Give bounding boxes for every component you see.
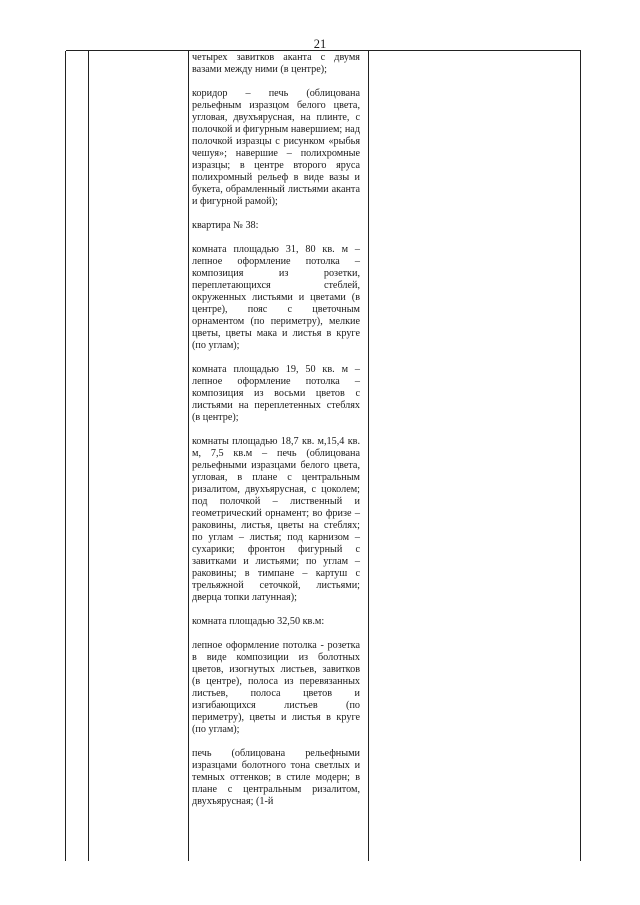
description-paragraph [192, 640, 360, 736]
table-border-left [65, 51, 66, 861]
text-line: навершие – полихромные изразцы; [192, 148, 360, 171]
text-line: композиция из розетки, [192, 268, 360, 279]
text-line: болотных цветов, изогнутых [192, 652, 360, 675]
text-line: стеблях (в центре); [192, 400, 360, 423]
text-line: полоса из перевязанных листьев, [192, 676, 361, 699]
text-line: и букета, обрамленный листьями [192, 172, 360, 195]
text-line: окруженных листьями и цветами [192, 292, 346, 303]
description-paragraph [192, 364, 360, 424]
text-line: лепное оформление потолка – [192, 376, 360, 387]
text-line: с рисунком «рыбья чешуя»; [192, 136, 361, 159]
text-line: полочкой – лиственный и [219, 496, 360, 507]
text-line: лепное оформление потолка – [192, 256, 360, 267]
text-line: угловая, двухъярусная, на плинте, [192, 112, 350, 123]
text-line: лепное оформление потолка - [192, 640, 324, 651]
description-paragraph [192, 748, 360, 808]
text-line: геометрический орнамент; во [192, 508, 323, 519]
text-line: двухъярусная, с цоколем; под [192, 484, 360, 507]
text-line: орнаментом (по периметру), [192, 316, 323, 327]
text-line: по углам – раковины; в тимпане – [192, 556, 361, 579]
table-column-divider-1 [88, 51, 89, 861]
text-line: карнизом – сухарики; фронтон [192, 532, 361, 555]
table-column-divider-3 [368, 51, 369, 861]
text-line: картуш с трельяжной сеточкой, [192, 568, 361, 591]
text-line: навершием; над полочкой изразцы [192, 124, 361, 147]
text-line: фризе – раковины, листья, цветы [192, 508, 361, 531]
text-line: в центре второго яруса [239, 160, 360, 171]
table-border-right [580, 51, 581, 861]
text-line: изразцами болотного тона светлых [192, 760, 350, 771]
text-line: коридор – печь (облицована [192, 88, 360, 99]
text-line: комнаты площадью 18,7 кв. м,15,4 [192, 436, 345, 447]
description-paragraph [192, 436, 360, 604]
description-paragraph [192, 52, 360, 76]
text-line: центральным ризалитом, [192, 472, 361, 495]
text-line: кв. м, 7,5 кв.м – печь (облицована [192, 436, 361, 459]
page-number: 21 [313, 37, 327, 51]
text-line: аканта и фигурной рамой); [192, 184, 361, 207]
table-column-divider-2 [188, 51, 189, 861]
text-line: розетка в виде композиции из [192, 640, 361, 663]
text-line: комната площадью 31, 80 кв. м – [192, 244, 360, 255]
text-line: на стеблях; по углам – листья; под [192, 520, 360, 543]
text-line: (в центре), пояс с цветочным [192, 292, 360, 315]
description-paragraph [192, 220, 360, 232]
text-line: в круге (по углам); [192, 328, 360, 351]
text-line: ризалитом, двухъярусная; (1-й [192, 784, 361, 807]
text-line: листьями; дверца топки латунная); [192, 580, 360, 603]
text-line: листьев, завитков (в центре), [192, 664, 360, 687]
text-line: рельефными изразцами белого [192, 460, 330, 471]
text-line: мелкие цветы, цветы мака и листья [192, 316, 361, 339]
text-line: четырех завитков аканта с двумя [192, 52, 360, 63]
description-paragraph [192, 616, 360, 628]
text-line: модерн; в плане с центральным [192, 772, 361, 795]
text-line: полоса цветов и изгибающихся [192, 688, 360, 711]
text-line: фигурный с завитками и листьями; [192, 544, 360, 567]
text-line: листья в круге (по углам); [192, 712, 361, 735]
text-line: печь (облицована рельефными [192, 748, 360, 759]
text-line: переплетающихся стеблей, [192, 280, 360, 291]
text-line: комната площадью 19, 50 кв. м – [192, 364, 360, 375]
description-cell [192, 52, 360, 808]
text-line: комната площадью 32,50 кв.м: [192, 616, 325, 627]
description-paragraph [192, 88, 360, 208]
text-line: цвета, угловая, в плане с [192, 460, 360, 483]
text-line: рельефным изразцом белого цвета, [192, 100, 360, 111]
text-line: листьями на переплетенных [192, 400, 321, 411]
text-line: листьев (по периметру), цветы и [192, 700, 360, 723]
text-line: полихромный рельеф в виде вазы [192, 172, 350, 183]
text-line: композиция из восьми цветов с [192, 388, 360, 399]
text-line: вазами между ними (в центре); [192, 64, 327, 75]
text-line: с полочкой и фигурным [192, 112, 360, 135]
text-line: и темных оттенков; в стиле [192, 760, 361, 783]
description-paragraph [192, 244, 360, 352]
text-line: квартира № 38: [192, 220, 259, 231]
